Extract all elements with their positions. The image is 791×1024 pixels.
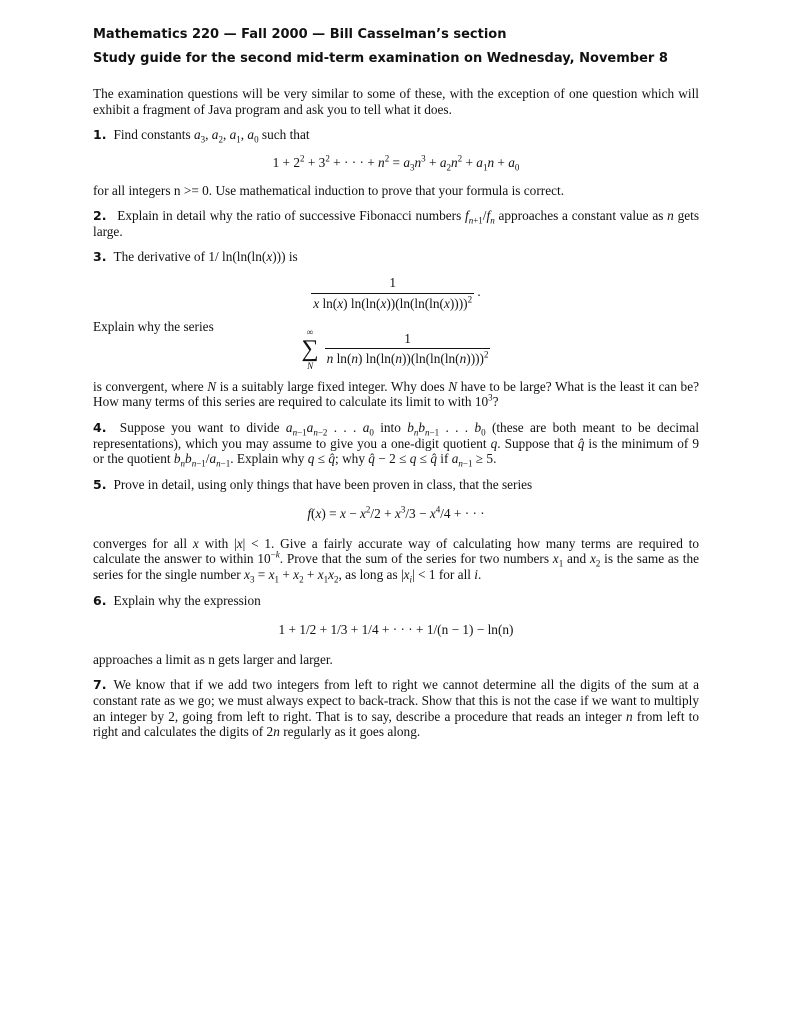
question-text: . Give a fairly accurate way of calculating how many terms are required to calculate the answer to within 10	[93, 535, 700, 567]
formula-sum-of-squares: $1 + 2^2 + 3^2$ + · · · + $n^2 = a_3n^3 + a_2n^2 + a_1n + a_0$	[272, 153, 520, 173]
question-text: . Suppose that	[497, 435, 574, 451]
document-page	[93, 27, 699, 750]
question-number: 7.	[93, 677, 107, 693]
question-text: ?	[492, 394, 499, 410]
question-text: regularly as it goes along.	[283, 724, 421, 740]
question-text: We know that if we add two integers from left to right we cannot determine all the digits of the sum at a constant rate as we go; we must always expect to back-track. Show that this is not the case if we want to multiply an integer by 2, going from left to right. That is to say, describe a procedure that reads an integer	[93, 677, 699, 724]
question-number: 5.	[93, 476, 107, 492]
question-text: Find constants	[113, 127, 191, 143]
question-text: is the same as the series for the single number	[93, 551, 699, 583]
question-text: . Prove that the sum of the series for two numbers	[279, 551, 549, 567]
question-text: converges for all	[93, 535, 188, 551]
question-3: 3. The derivative of 1/ ln(ln(ln(x))) is $\frac{1}{x \ln(x) \ln(\ln(x))(\ln(\ln(\ln(x))))^2}$ . Explain why the series ∞ ∑ N $\frac{1}{n \ln(n) \ln(\ln(n))(\ln(\ln(\ln(n))))^2}$ is convergent, where N is a suitably large fixed integer. Why does N have to be large? What is the least it can be? How many terms of this series are required to calculate its limit to with $10^3$?	[93, 249, 699, 410]
question-text: is convergent, where	[93, 378, 204, 394]
document-subtitle: Study guide for the second mid-term examination on Wednesday, November 8	[93, 50, 668, 66]
question-2: 2. Explain in detail why the ratio of successive Fibonacci numbers $f_{n+1}/f_n$ approaches a constant value as n gets large.	[93, 208, 700, 239]
question-1: 1. Find constants $a_3$, $a_2$, $a_1$, $a_0$ such that $1 + 2^2 + 3^2$ + · · · + $n^2 = a_3n^3 + a_2n^2 + a_1n + a_0$ for all integers n >= 0. Use mathematical induction to prove that your formula is correct.	[93, 127, 699, 198]
question-text: gets large.	[93, 208, 700, 239]
question-text: for all	[438, 567, 471, 583]
question-text-continued: for all integers n >= 0. Use mathematical induction to prove that your formula is correct.	[93, 182, 565, 198]
question-text: ; why	[335, 451, 365, 467]
question-text: and	[566, 551, 587, 567]
question-text: Explain in detail why the ratio of successive Fibonacci numbers	[117, 208, 462, 224]
question-text: is a suitably large fixed integer. Why does	[219, 378, 445, 394]
question-text: approaches a constant value as	[498, 208, 664, 224]
question-text: is the minimum of 9 or the quotient	[93, 435, 700, 467]
question-text: , as long as	[338, 567, 398, 583]
intro-paragraph: The examination questions will be very similar to some of these, with the exception of one question which will exhibit a fragment of Java program and ask you to tell what it does.	[93, 86, 699, 117]
question-text: into	[380, 419, 401, 435]
formula-log-series: $f(x) = x - x^2/2 + x^3/3 - x^4/4$ + · · ·	[307, 504, 485, 522]
question-text: Explain why the expression	[113, 592, 261, 608]
question-text: with	[204, 535, 229, 551]
question-4: 4. Suppose you want to divide $a_{n-1}a_{n-2}$ . . . $a_0$ into $b_nb_{n-1}$ . . . $b_0$ (these are both meant to be decimal representations), which you may assume to give you a one-digit quotient q. Suppose that q̂ is the minimum of 9 or the quotient $b_nb_{n-1}/a_{n-1}$. Explain why q ≤ q̂; why q̂ − 2 ≤ q ≤ q̂ if $a_{n-1} \ge 5$.	[93, 419, 700, 469]
formula-series: ∞ ∑ N $\frac{1}{n \ln(n) \ln(\ln(n))(\ln(\ln(\ln(n))))^2}$	[301, 326, 489, 371]
question-number: 1.	[93, 127, 107, 143]
question-text: Suppose you want to divide	[119, 419, 280, 435]
document-title: Mathematics 220 — Fall 2000 — Bill Casselman’s section	[93, 27, 507, 42]
question-text: if	[440, 451, 449, 467]
question-text: ))) is	[272, 249, 298, 265]
question-number: 3.	[93, 249, 107, 265]
formula-derivative: $\frac{1}{x \ln(x) \ln(\ln(x))(\ln(\ln(\ln(x))))^2}$ .	[313, 274, 481, 311]
question-number: 6.	[93, 592, 107, 608]
formula-harmonic: 1 + 1/2 + 1/3 + 1/4 + · · · + 1/(n − 1) − ln(n)	[278, 622, 514, 638]
question-number: 4.	[93, 419, 107, 435]
question-text: The derivative of 1/ ln(ln(ln(	[113, 249, 267, 265]
question-text: Explain why the series	[93, 319, 214, 335]
question-number: 2.	[93, 208, 107, 224]
question-text: . Explain why	[230, 451, 305, 467]
question-text: (these are both meant to be decimal representations), which you may assume to give you a one-digit quotient	[93, 419, 700, 451]
question-7: 7. We know that if we add two integers from left to right we cannot determine all the digits of the sum at a constant rate as we go; we must always expect to back-track. Show that this is not the case if we want to multiply an integer by 2, going from left to right. That is to say, describe a procedure that reads an integer n from left to right and calculates the digits of 2n regularly as it goes along.	[93, 677, 700, 740]
question-5: 5. Prove in detail, using only things that have been proven in class, that the series $f(x) = x - x^2/2 + x^3/3 - x^4/4$ + · · · converges for all x with |x| < 1. Give a fairly accurate way of calculating how many terms are required to calculate the answer to within $10^{-k}$. Prove that the sum of the series for two numbers $x_1$ and $x_2$ is the same as the series for the single number $x_3 = x_1 + x_2 + x_1x_2$, as long as $|x_i| < 1$ for all i.	[93, 476, 700, 585]
question-text: have to be large? What is the least it can be? How many terms of this series are required to calculate its limit to with 10	[93, 378, 699, 410]
question-6	[93, 593, 699, 668]
exponent: 3	[488, 392, 493, 403]
question-text-continued: approaches a limit as n gets larger and larger.	[93, 651, 333, 667]
question-text: Prove in detail, using only things that have been proven in class, that the series	[113, 476, 533, 492]
question-text: from left to right and calculates the digits of 2	[93, 708, 700, 740]
